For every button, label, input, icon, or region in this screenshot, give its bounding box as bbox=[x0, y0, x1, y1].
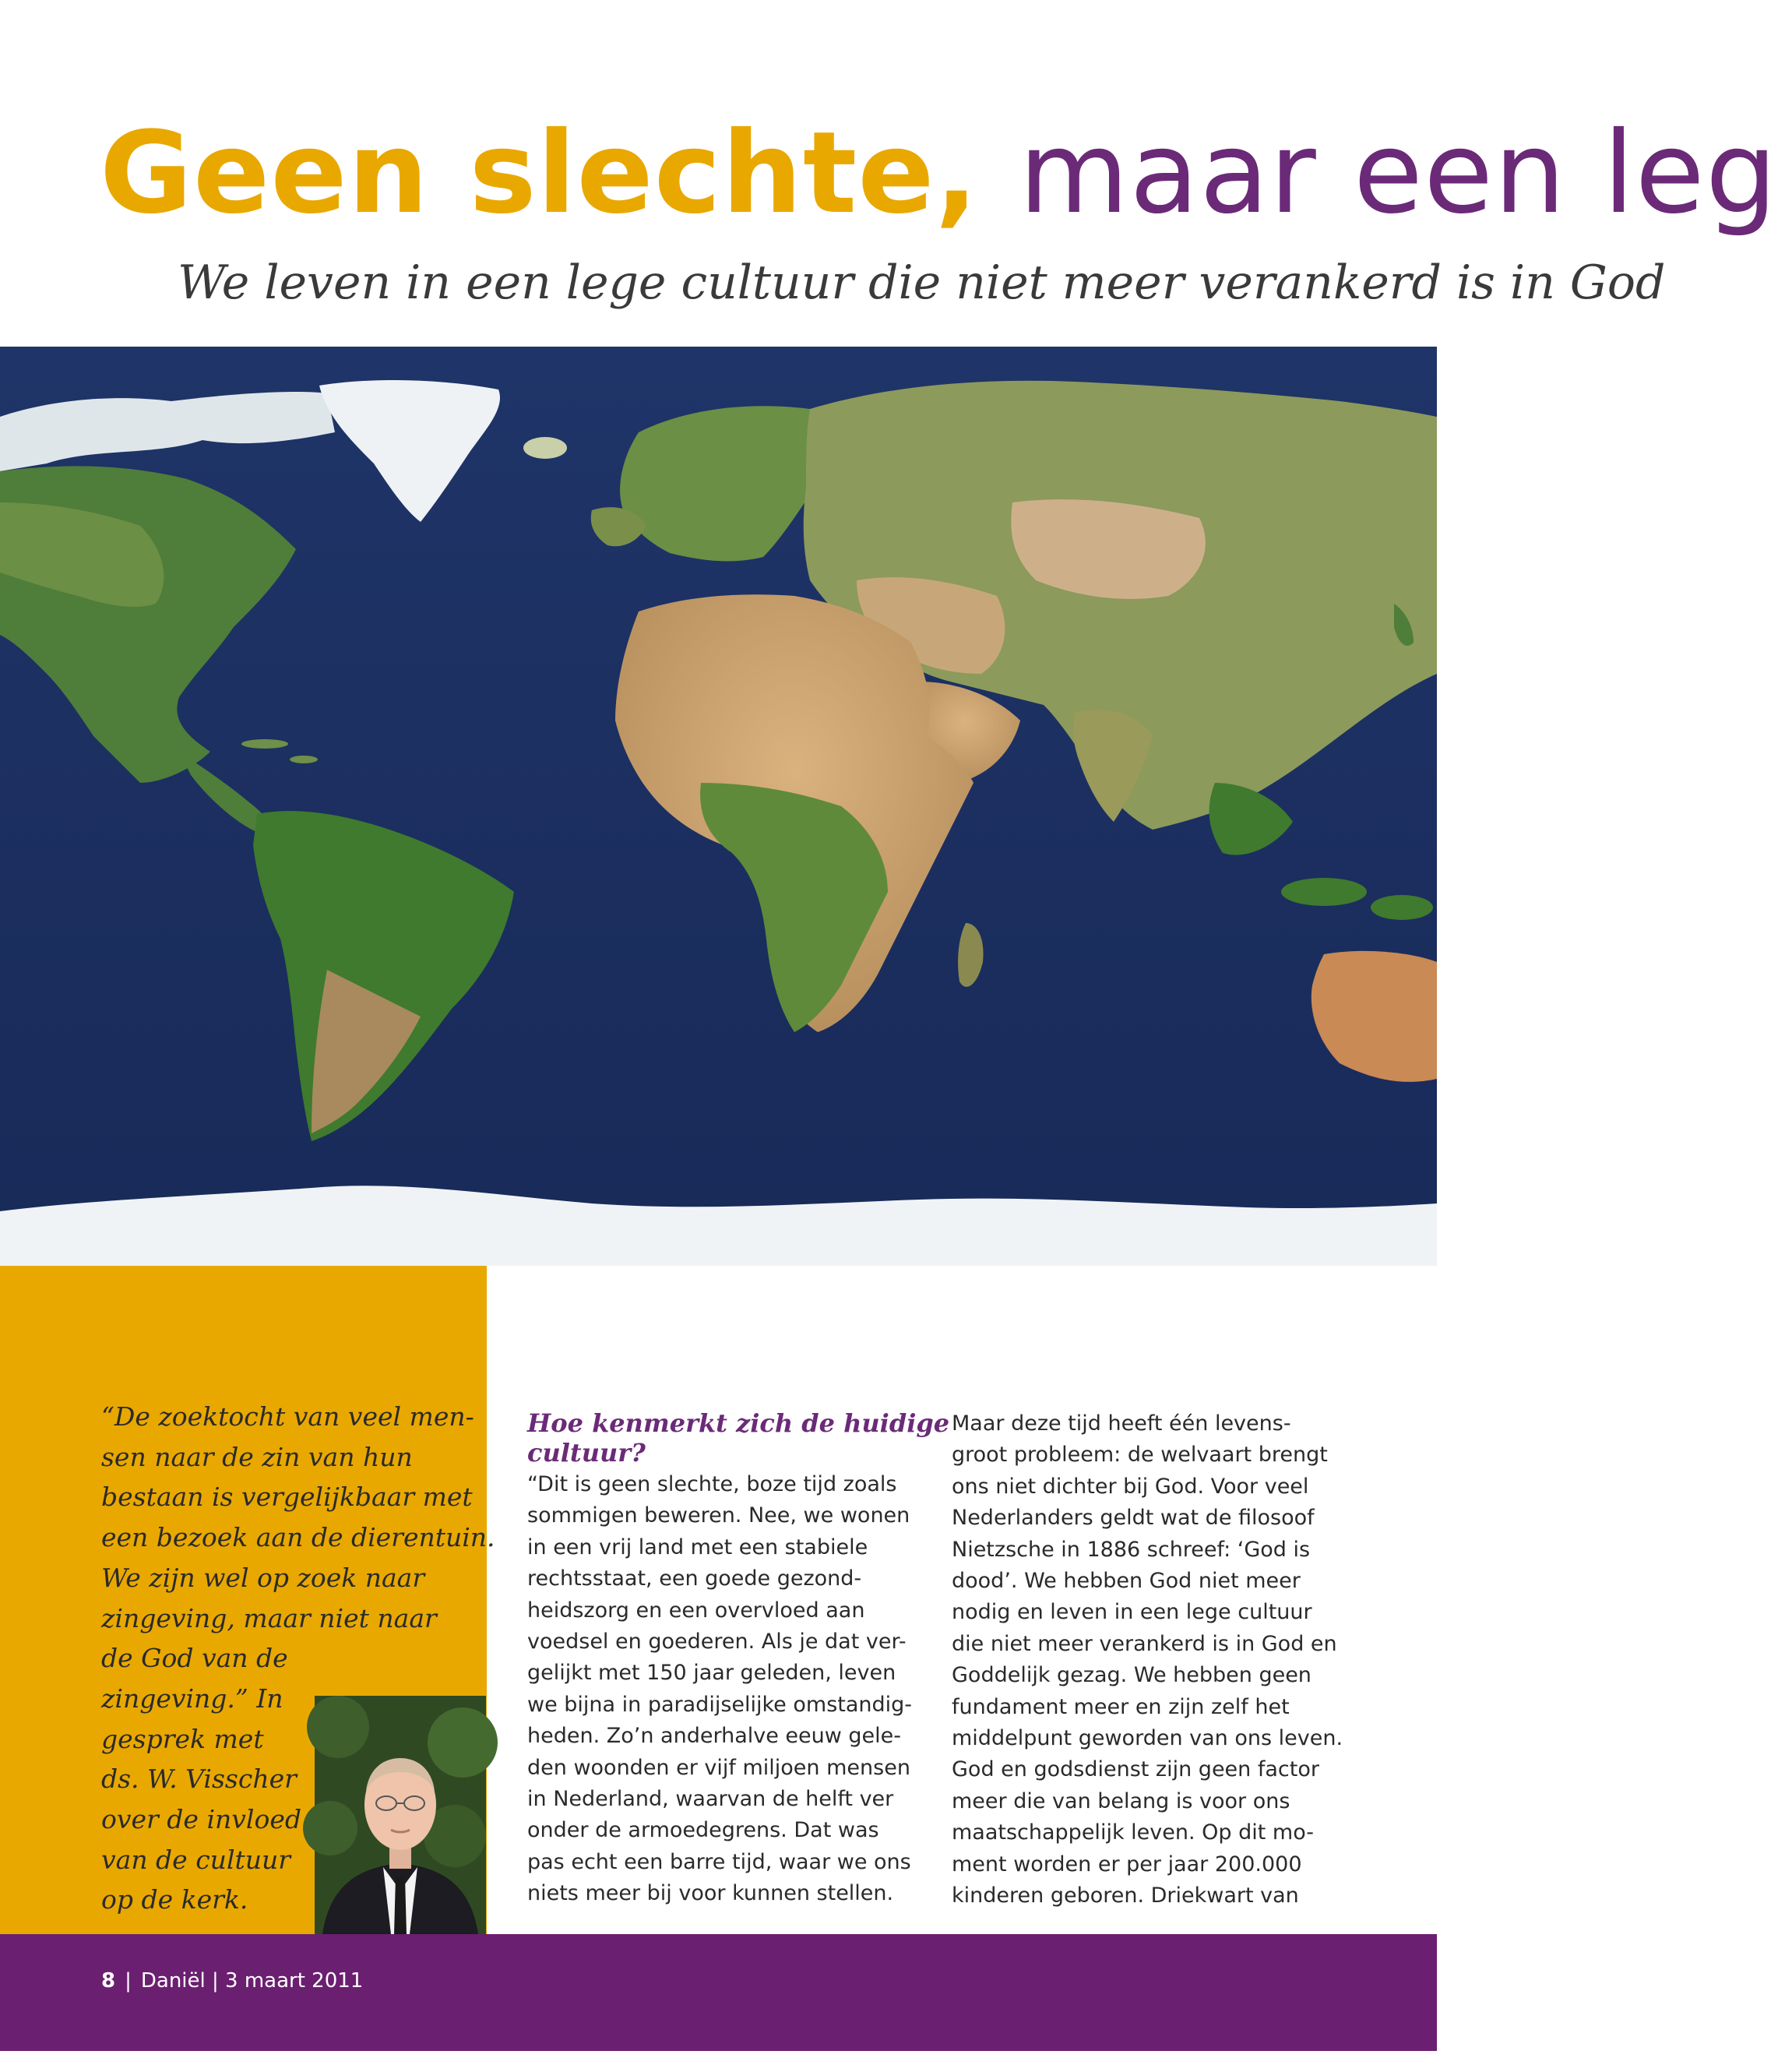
quote-line: ds. W. Visscher bbox=[101, 1764, 297, 1795]
body-line: nodig en leven in een lege cultuur bbox=[952, 1600, 1312, 1625]
body-line: dood’. We hebben God niet meer bbox=[952, 1569, 1301, 1594]
quote-line: op de kerk. bbox=[101, 1884, 248, 1915]
quote-line: de God van de bbox=[101, 1643, 288, 1674]
title-bold-part: Geen slechte, bbox=[100, 107, 979, 239]
quote-line: een bezoek aan de dierentuin. bbox=[101, 1522, 495, 1553]
article-title bbox=[100, 107, 1778, 239]
section-heading bbox=[527, 1408, 950, 1468]
quote-line: We zijn wel op zoek naar bbox=[101, 1562, 425, 1593]
body-line: die niet meer verankerd is in God en bbox=[952, 1631, 1337, 1656]
body-line: God en godsdienst zijn geen factor bbox=[952, 1757, 1319, 1782]
quote-line: “De zoektocht van veel men- bbox=[101, 1401, 474, 1432]
body-line: Goddelijk gezag. We hebben geen bbox=[952, 1663, 1311, 1688]
body-line: niets meer bij voor kunnen stellen. bbox=[527, 1881, 894, 1906]
body-column-2 bbox=[952, 1408, 1357, 1912]
body-line: voedsel en goederen. Als je dat ver- bbox=[527, 1630, 907, 1654]
body-line: Nietzsche in 1886 schreef: ‘God is bbox=[952, 1537, 1311, 1562]
body-line: heden. Zo’n anderhalve eeuw gele- bbox=[527, 1724, 902, 1749]
portrait-photo bbox=[315, 1696, 486, 1934]
quote-line: zingeving.” In bbox=[101, 1683, 283, 1714]
body-line: in Nederland, waarvan de helft ver bbox=[527, 1787, 894, 1812]
footer-separator: | bbox=[125, 1969, 132, 1993]
title-light-part: maar een leg bbox=[1019, 107, 1778, 239]
quote-line: zingeving, maar niet naar bbox=[101, 1602, 437, 1633]
pull-quote-box bbox=[0, 1266, 495, 1934]
body-line: fundament meer en zijn zelf het bbox=[952, 1694, 1290, 1719]
page-number: 8 bbox=[101, 1969, 116, 1993]
body-line: den woonden er vijf miljoen mensen bbox=[527, 1755, 910, 1780]
body-line: Maar deze tijd heeft één levens- bbox=[952, 1411, 1291, 1436]
quote-line: gesprek met bbox=[101, 1723, 264, 1754]
body-line: maatschappelijk leven. Op dit mo- bbox=[952, 1820, 1314, 1845]
article-subtitle: We leven in een lege cultuur die niet meer verankerd is in God bbox=[178, 255, 1666, 310]
body-line: gelijkt met 150 jaar geleden, leven bbox=[527, 1661, 896, 1686]
body-column-1 bbox=[527, 1408, 950, 1910]
body-line: groot probleem: de welvaart brengt bbox=[952, 1443, 1328, 1468]
heading-line: Hoe kenmerkt zich de huidige bbox=[527, 1408, 950, 1438]
magazine-name: Daniël bbox=[140, 1969, 206, 1993]
body-line: middelpunt geworden van ons leven. bbox=[952, 1726, 1343, 1751]
body-line: in een vrij land met een stabiele bbox=[527, 1535, 868, 1559]
quote-line: over de invloed bbox=[101, 1804, 301, 1835]
footer-text bbox=[101, 1969, 363, 1993]
heading-line: cultuur? bbox=[527, 1438, 646, 1468]
body-line: ment worden er per jaar 200.000 bbox=[952, 1852, 1302, 1876]
body-line: pas echt een barre tijd, waar we ons bbox=[527, 1849, 911, 1874]
body-line: we bijna in paradijselijke omstandig- bbox=[527, 1692, 913, 1717]
body-line: rechtsstaat, een goede gezond- bbox=[527, 1566, 862, 1591]
body-line: kinderen geboren. Driekwart van bbox=[952, 1883, 1299, 1908]
body-line: onder de armoedegrens. Dat was bbox=[527, 1818, 879, 1843]
body-line: meer die van belang is voor ons bbox=[952, 1788, 1290, 1813]
body-line: Nederlanders geldt wat de filosoof bbox=[952, 1506, 1315, 1531]
quote-line: sen naar de zin van hun bbox=[101, 1441, 413, 1472]
quote-line: van de cultuur bbox=[101, 1844, 291, 1875]
issue-date: | 3 maart 2011 bbox=[212, 1969, 364, 1993]
world-map-image bbox=[0, 347, 1437, 1266]
page-footer bbox=[0, 1934, 1437, 2051]
body-line: “Dit is geen slechte, boze tijd zoals bbox=[527, 1472, 897, 1496]
quote-line: bestaan is vergelijkbaar met bbox=[101, 1482, 473, 1513]
body-line: heidszorg en een overvloed aan bbox=[527, 1598, 865, 1623]
body-line: ons niet dichter bij God. Voor veel bbox=[952, 1474, 1309, 1499]
body-line: sommigen beweren. Nee, we wonen bbox=[527, 1503, 910, 1528]
